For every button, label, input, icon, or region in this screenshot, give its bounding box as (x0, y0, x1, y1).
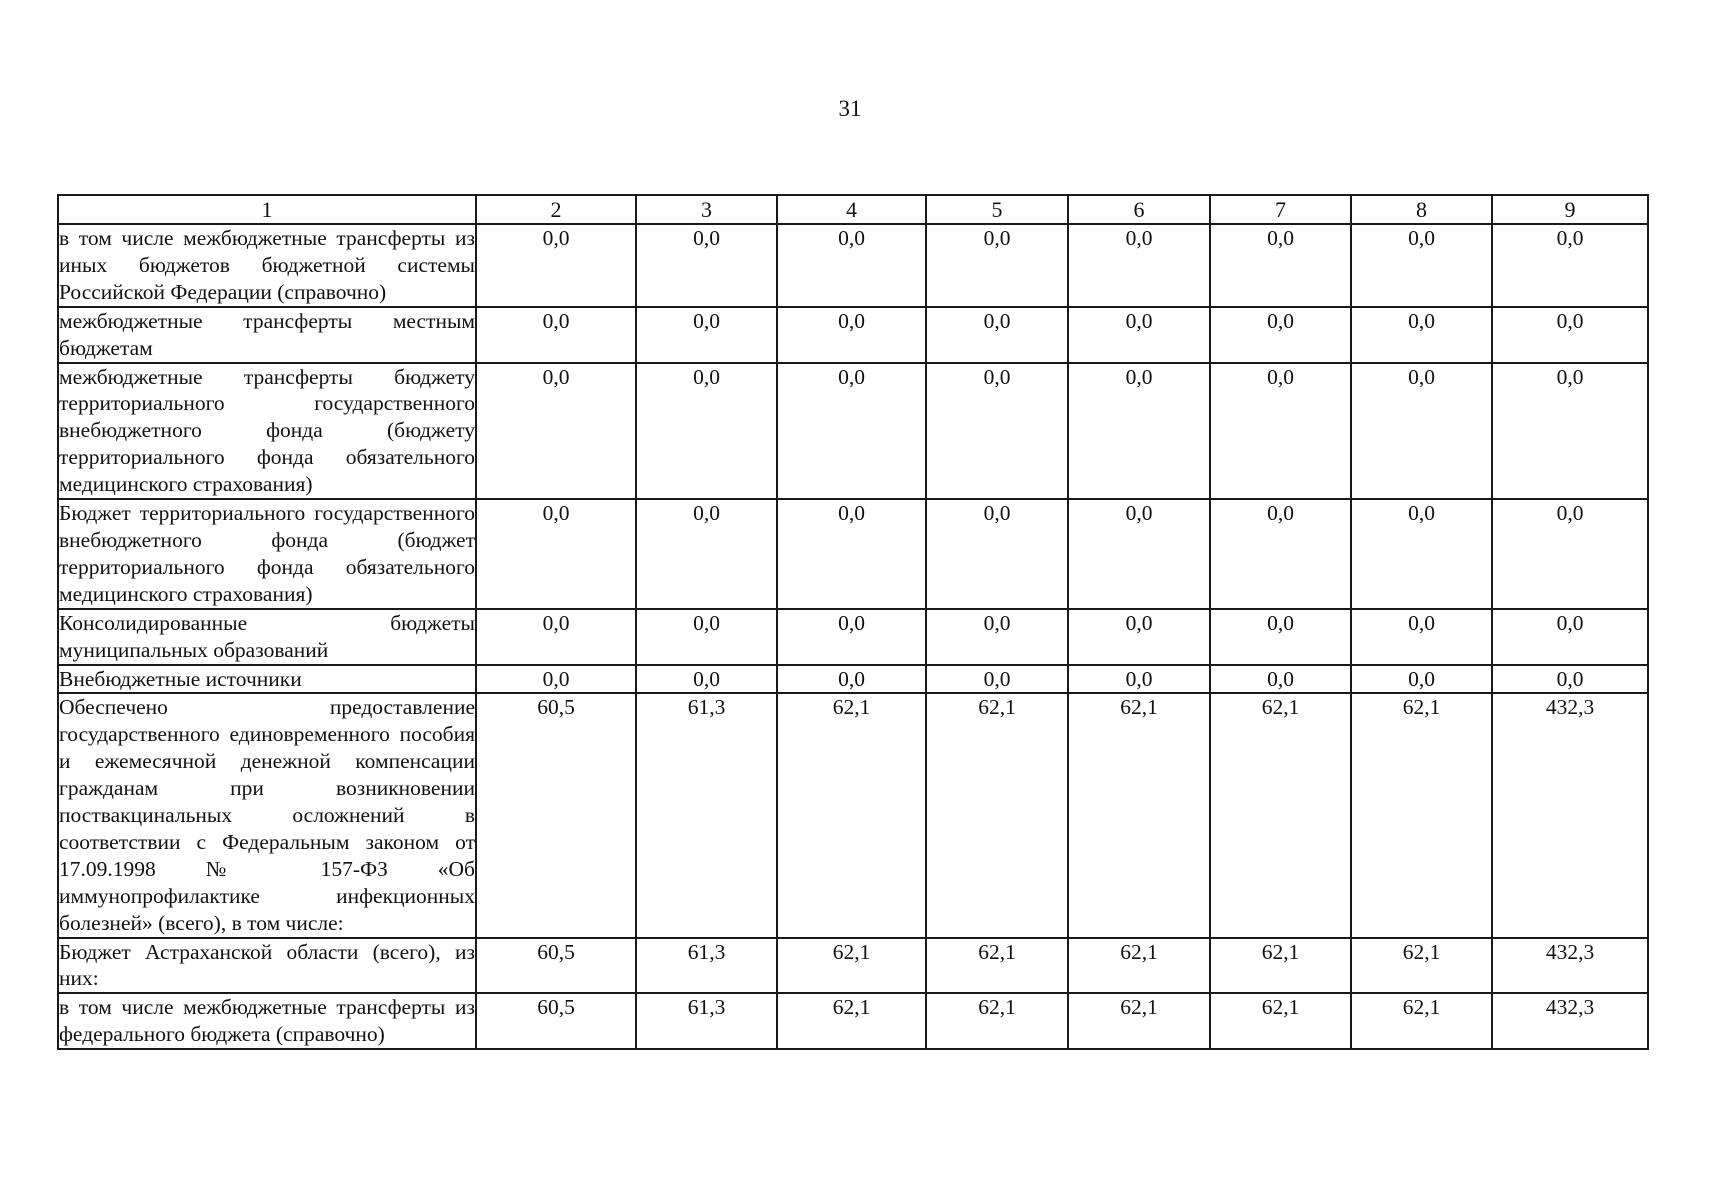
column-header: 9 (1492, 195, 1648, 224)
row-value: 61,3 (636, 938, 777, 994)
row-value: 0,0 (1492, 609, 1648, 665)
row-value: 61,3 (636, 693, 777, 937)
table-row (58, 307, 1648, 363)
row-value: 0,0 (926, 363, 1068, 500)
page-number: 31 (838, 96, 862, 121)
column-header: 5 (926, 195, 1068, 224)
row-value: 0,0 (1068, 307, 1210, 363)
row-value: 0,0 (476, 307, 636, 363)
row-value: 0,0 (777, 609, 926, 665)
row-value: 0,0 (1210, 307, 1351, 363)
row-value: 62,1 (1351, 938, 1492, 994)
row-value: 0,0 (1351, 609, 1492, 665)
row-value: 0,0 (636, 609, 777, 665)
header-row (58, 195, 1648, 224)
row-value: 62,1 (926, 693, 1068, 937)
row-value: 62,1 (926, 938, 1068, 994)
row-value: 0,0 (476, 363, 636, 500)
row-value: 0,0 (636, 307, 777, 363)
row-value: 62,1 (1068, 993, 1210, 1049)
row-value: 0,0 (777, 307, 926, 363)
row-value: 0,0 (1068, 363, 1210, 500)
row-value: 0,0 (1492, 307, 1648, 363)
row-value: 62,1 (1068, 693, 1210, 937)
table-row (58, 993, 1648, 1049)
row-value: 0,0 (636, 665, 777, 694)
column-header: 4 (777, 195, 926, 224)
budget-table (57, 194, 1649, 1050)
column-header: 7 (1210, 195, 1351, 224)
row-value: 0,0 (1492, 363, 1648, 500)
row-value: 0,0 (777, 499, 926, 609)
row-value: 62,1 (777, 993, 926, 1049)
row-value: 0,0 (1492, 665, 1648, 694)
row-value: 62,1 (1068, 938, 1210, 994)
row-value: 0,0 (1210, 224, 1351, 307)
row-value: 0,0 (476, 224, 636, 307)
row-value: 0,0 (476, 609, 636, 665)
table-row (58, 499, 1648, 609)
row-label: в том числе межбюджетные трансферты из федерального бюджета (справочно) (58, 993, 476, 1049)
table-row (58, 938, 1648, 994)
row-value: 0,0 (636, 363, 777, 500)
column-header: 1 (58, 195, 476, 224)
row-value: 62,1 (1210, 938, 1351, 994)
row-value: 0,0 (1210, 609, 1351, 665)
row-label: Консолидированные бюджеты муниципальных образований (58, 609, 476, 665)
column-header: 2 (476, 195, 636, 224)
row-value: 0,0 (1210, 665, 1351, 694)
row-value: 62,1 (926, 993, 1068, 1049)
row-value: 61,3 (636, 993, 777, 1049)
row-value: 62,1 (1351, 993, 1492, 1049)
row-value: 0,0 (1351, 224, 1492, 307)
row-value: 0,0 (1351, 363, 1492, 500)
row-value: 0,0 (926, 307, 1068, 363)
row-value: 432,3 (1492, 993, 1648, 1049)
row-value: 0,0 (1068, 499, 1210, 609)
row-value: 0,0 (1351, 665, 1492, 694)
row-value: 0,0 (476, 665, 636, 694)
row-value: 0,0 (636, 499, 777, 609)
row-value: 0,0 (636, 224, 777, 307)
row-value: 60,5 (476, 993, 636, 1049)
row-value: 0,0 (1068, 665, 1210, 694)
row-value: 0,0 (1351, 307, 1492, 363)
table-row (58, 693, 1648, 937)
column-header: 8 (1351, 195, 1492, 224)
row-value: 62,1 (1210, 693, 1351, 937)
row-label: Бюджет Астраханской области (всего), из них: (58, 938, 476, 994)
row-value: 0,0 (1351, 499, 1492, 609)
row-label: Внебюджетные источники (58, 665, 476, 694)
row-value: 62,1 (1210, 993, 1351, 1049)
row-value: 432,3 (1492, 938, 1648, 994)
row-value: 0,0 (1492, 499, 1648, 609)
row-label: Бюджет территориального государственного внебюджетного фонда (бюджет территориального фонда обязательного медицинского страхования) (58, 499, 476, 609)
row-label: в том числе межбюджетные трансферты из иных бюджетов бюджетной системы Российской Федерации (справочно) (58, 224, 476, 307)
table-row (58, 665, 1648, 694)
row-value: 0,0 (926, 665, 1068, 694)
column-header: 3 (636, 195, 777, 224)
row-value: 60,5 (476, 693, 636, 937)
row-value: 62,1 (1351, 693, 1492, 937)
row-value: 0,0 (777, 363, 926, 500)
row-value: 0,0 (1068, 224, 1210, 307)
row-value: 60,5 (476, 938, 636, 994)
row-value: 0,0 (926, 499, 1068, 609)
row-label: межбюджетные трансферты местным бюджетам (58, 307, 476, 363)
column-header: 6 (1068, 195, 1210, 224)
row-value: 62,1 (777, 693, 926, 937)
row-value: 0,0 (476, 499, 636, 609)
row-value: 0,0 (1210, 499, 1351, 609)
row-value: 432,3 (1492, 693, 1648, 937)
row-value: 0,0 (926, 609, 1068, 665)
row-label: межбюджетные трансферты бюджету территориального государственного внебюджетного фонда (бюджету территориального фонда обязательного медицинского страхования) (58, 363, 476, 500)
row-value: 0,0 (1068, 609, 1210, 665)
row-value: 0,0 (777, 224, 926, 307)
table-row (58, 363, 1648, 500)
row-value: 0,0 (777, 665, 926, 694)
table-row (58, 609, 1648, 665)
row-value: 0,0 (1210, 363, 1351, 500)
row-value: 0,0 (1492, 224, 1648, 307)
row-value: 62,1 (777, 938, 926, 994)
row-value: 0,0 (926, 224, 1068, 307)
row-label: Обеспечено предоставление государственного единовременного пособия и ежемесячной денежной компенсации гражданам при возникновении поствакцинальных осложнений в соответствии с Федеральным законом от 17.09.1998 № 157-ФЗ «Об иммунопрофилактике инфекционных болезней» (всего), в том числе: (58, 693, 476, 937)
table-row (58, 224, 1648, 307)
